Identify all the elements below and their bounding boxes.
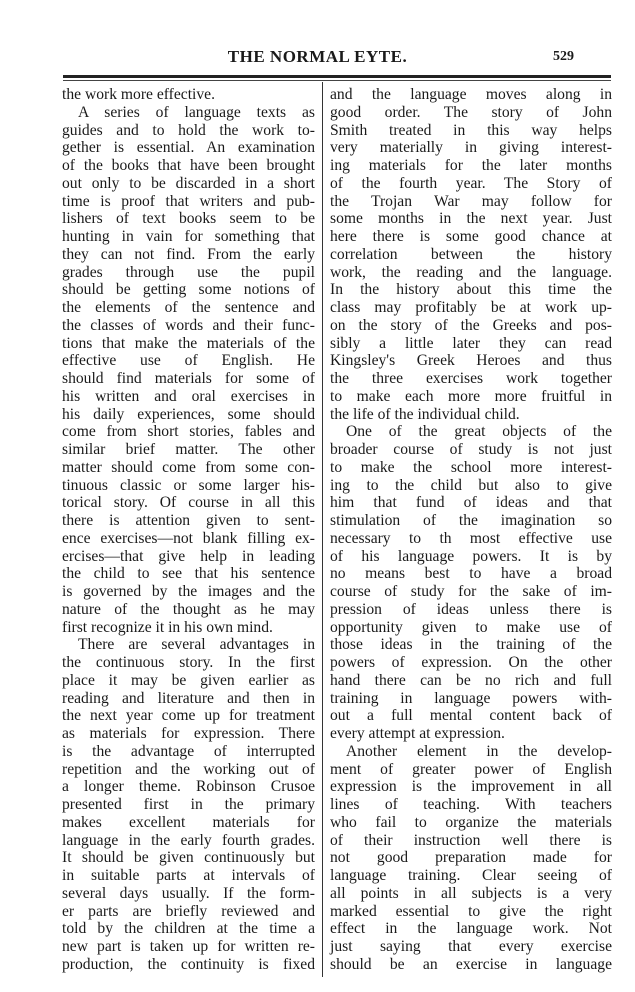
- text-line: time is proof that writers and pub-: [62, 192, 315, 210]
- text-line: makes excellent materials for: [62, 813, 315, 831]
- right-text-column: [330, 86, 612, 974]
- text-line: effect in the language work. Not: [330, 920, 612, 938]
- text-line: expression is the improvement in all: [330, 778, 612, 796]
- text-line: come from short stories, fables and: [62, 423, 315, 441]
- text-line: every attempt at expression.: [330, 725, 505, 742]
- text-line: out a full mental content back of: [330, 707, 612, 725]
- text-line: there is attention given to sent-: [62, 512, 315, 529]
- text-line: a longer theme. Robinson Crusoe: [62, 778, 315, 796]
- text-line: ence exercises—not blank filling ex-: [62, 529, 315, 547]
- text-line: ing to the child but also to give: [330, 476, 612, 494]
- text-line: correlation between the history: [330, 245, 612, 263]
- text-line: the three exercises work together: [330, 370, 612, 387]
- text-line: sibly a little later they can read: [330, 334, 612, 352]
- text-line: him that fund of ideas and that: [330, 494, 612, 512]
- text-line: first recognize it in his own mind.: [62, 618, 273, 636]
- text-line: grades through use the pupil: [62, 263, 315, 281]
- text-line: broader course of study is not just: [330, 441, 612, 458]
- text-line: ercises—that give help in leading: [62, 547, 315, 565]
- text-line: course of study for the sake of im-: [330, 583, 612, 600]
- text-line: is the advantage of interrupted: [62, 742, 315, 760]
- text-line: class may profitably be at work up-: [330, 299, 612, 316]
- text-line: of their instruction well there is: [330, 831, 612, 849]
- text-line: should be getting some notions of: [62, 281, 315, 299]
- text-line: just saying that every exercise: [330, 938, 612, 955]
- text-line: the child to see that his sentence: [62, 565, 315, 583]
- text-line: lishers of text books seem to be: [62, 210, 315, 228]
- text-line: to make each more more fruitful in: [330, 387, 612, 405]
- text-line: gether is essential. An examination: [62, 139, 315, 157]
- text-line: very materially in giving interest-: [330, 139, 612, 157]
- text-line: should find materials for some of: [62, 370, 315, 387]
- text-line: out only to be discarded in a short: [62, 174, 315, 192]
- text-line: the life of the individual child.: [330, 405, 520, 423]
- text-line: the Trojan War may follow for: [330, 192, 612, 210]
- text-line: new part is taken up for written re-: [62, 938, 315, 955]
- text-line: told by the children at the time a: [62, 920, 315, 938]
- text-line: the classes of words and their func-: [62, 316, 315, 334]
- text-line: the elements of the sentence and: [62, 299, 315, 316]
- text-line: work, the reading and the language.: [330, 263, 612, 281]
- text-line: several days usually. If the form-: [62, 884, 315, 902]
- text-line: to make the school more interest-: [330, 458, 612, 476]
- text-line: all points in all subjects is a very: [330, 884, 612, 902]
- text-line: torical story. Of course in all this: [62, 494, 315, 512]
- text-line: powers of expression. On the other: [330, 654, 612, 671]
- text-line: of his language powers. It is by: [330, 547, 612, 565]
- text-line: matter should come from some con-: [62, 458, 315, 476]
- header-rule-thin: [63, 80, 611, 81]
- text-line: production, the continuity is fixed: [62, 955, 315, 973]
- text-line: lines of teaching. With teachers: [330, 796, 612, 813]
- text-line: those ideas in the training of the: [330, 636, 612, 654]
- text-line: should be an exercise in language: [330, 955, 612, 973]
- text-line: place it may be given earlier as: [62, 671, 315, 689]
- text-line: they can not find. From the early: [62, 245, 315, 263]
- text-line: of the fourth year. The Story of: [330, 174, 612, 192]
- text-line: Kingsley's Greek Heroes and thus: [330, 352, 612, 370]
- text-line: on the story of the Greeks and pos-: [330, 316, 612, 334]
- text-line: his daily experiences, some should: [62, 405, 315, 423]
- text-line: ment of greater power of English: [330, 760, 612, 778]
- text-line: his written and oral exercises in: [62, 387, 315, 405]
- text-line: effective use of English. He: [62, 352, 315, 370]
- text-line: no means best to have a broad: [330, 565, 612, 583]
- text-line: repetition and the working out of: [62, 760, 315, 778]
- text-line: hunting in vain for something that: [62, 228, 315, 245]
- text-line: One of the great objects of the: [346, 423, 612, 441]
- running-header-title: THE NORMAL EYTE.: [227, 47, 408, 66]
- text-line: tinuous classic or some larger his-: [62, 476, 315, 494]
- text-line: reading and literature and then in: [62, 689, 315, 707]
- text-line: opportunity given to make use of: [330, 618, 612, 636]
- text-line: the next year come up for treatment: [62, 707, 315, 725]
- header-rule-thick: [63, 75, 611, 78]
- text-line: necessary to th most effective use: [330, 529, 612, 547]
- text-line: pression of ideas unless there is: [330, 600, 612, 618]
- text-line: some months in the next year. Just: [330, 210, 612, 228]
- text-line: the continuous story. In the first: [62, 654, 315, 671]
- text-line: er parts are briefly reviewed and: [62, 902, 315, 920]
- text-line: A series of language texts as: [78, 103, 315, 121]
- text-line: here there is some good chance at: [330, 228, 612, 245]
- column-divider: [322, 82, 323, 977]
- text-line: hand there can be no rich and full: [330, 671, 612, 689]
- text-line: Another element in the develop-: [346, 742, 612, 760]
- text-line: stimulation of the imagination so: [330, 512, 612, 529]
- text-line: ing materials for the later months: [330, 157, 612, 174]
- text-line: of the books that have been brought: [62, 157, 315, 174]
- text-line: the work more effective.: [62, 86, 215, 103]
- text-line: as materials for expression. There: [62, 725, 315, 742]
- text-line: It should be given continuously but: [62, 849, 315, 867]
- text-line: similar brief matter. The other: [62, 441, 315, 458]
- text-line: and the language moves along in: [330, 86, 612, 103]
- text-line: Smith treated in this way helps: [330, 121, 612, 139]
- page-number: 529: [553, 49, 574, 64]
- text-line: who fail to organize the materials: [330, 813, 612, 831]
- text-line: language training. Clear seeing of: [330, 867, 612, 884]
- text-line: in suitable parts at intervals of: [62, 867, 315, 884]
- text-line: presented first in the primary: [62, 796, 315, 813]
- text-line: is governed by the images and the: [62, 583, 315, 600]
- left-text-column: [62, 86, 315, 974]
- text-line: tions that make the materials of the: [62, 334, 315, 352]
- text-line: not good preparation made for: [330, 849, 612, 867]
- text-line: In the history about this time the: [330, 281, 612, 299]
- text-line: language in the early fourth grades.: [62, 831, 315, 849]
- text-line: marked essential to give the right: [330, 902, 612, 920]
- text-line: There are several advantages in: [78, 636, 315, 654]
- text-line: guides and to hold the work to-: [62, 121, 315, 139]
- text-line: nature of the thought as he may: [62, 600, 315, 618]
- text-line: training in language powers with-: [330, 689, 612, 707]
- text-line: good order. The story of John: [330, 103, 612, 121]
